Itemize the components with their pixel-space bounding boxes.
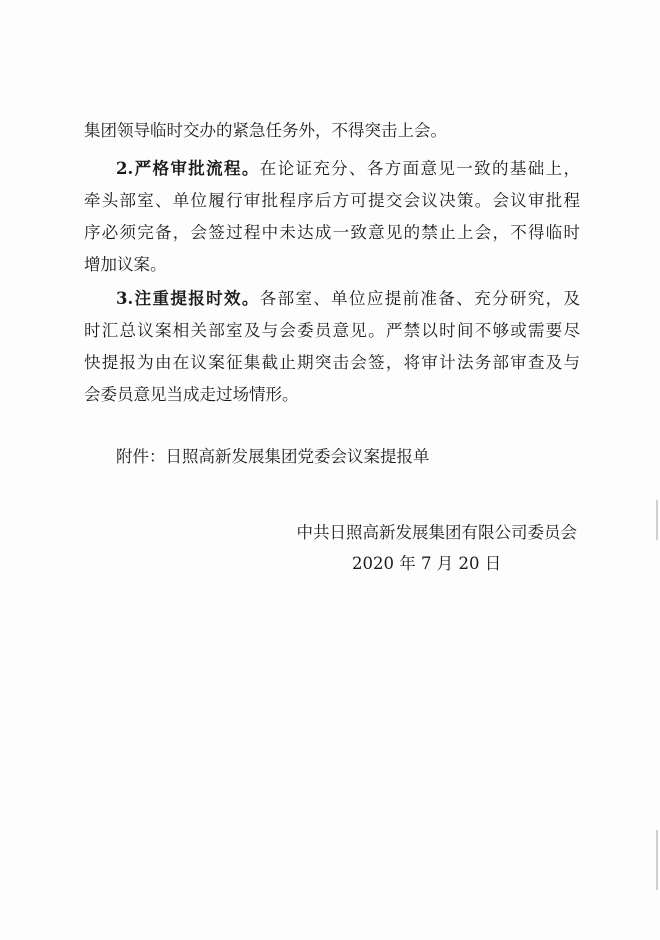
paragraph-text: 序必须完备，会签过程中未达成一致意见的禁止上会，不得临时 (84, 223, 580, 242)
paragraph-text: 牵头部室、单位履行审批程序后方可提交会议决策。会议审批程 (84, 191, 580, 210)
paragraph-line (84, 352, 580, 374)
paragraph-line (84, 190, 580, 212)
signature-date: 2020 年 7 月 20 日 (352, 554, 502, 573)
paragraph-text: 集团领导临时交办的紧急任务外，不得突击上会。 (84, 121, 447, 140)
paragraph-text: 快提报为由在议案征集截止期突击会签，将审计法务部审查及与 (84, 353, 580, 372)
scan-edge-mark (656, 830, 658, 890)
paragraph-text: 时汇总议案相关部室及与会委员意见。严禁以时间不够或需要尽 (84, 321, 580, 340)
paragraph-line (84, 254, 580, 276)
paragraph-text: 在论证充分、各方面意见一致的基础上， (259, 159, 581, 178)
paragraph-line (84, 120, 580, 142)
section-heading: 2.严格审批流程。 (116, 159, 260, 178)
scan-edge-mark (656, 500, 658, 540)
attachment-note: 附件：日照高新发展集团党委会议案提报单 (116, 447, 430, 466)
paragraph-text: 增加议案。 (84, 255, 167, 274)
signature-organization: 中共日照高新发展集团有限公司委员会 (296, 523, 577, 542)
paragraph-line (84, 222, 580, 244)
paragraph-line (116, 288, 580, 310)
paragraph-text: 各部室、单位应提前准备、充分研究，及 (259, 289, 581, 308)
paragraph-line (84, 384, 580, 406)
paragraph-line (84, 320, 580, 342)
paragraph-line (116, 158, 580, 180)
paragraph-text: 会委员意见当成走过场情形。 (84, 385, 299, 404)
section-heading: 3.注重提报时效。 (116, 289, 260, 308)
